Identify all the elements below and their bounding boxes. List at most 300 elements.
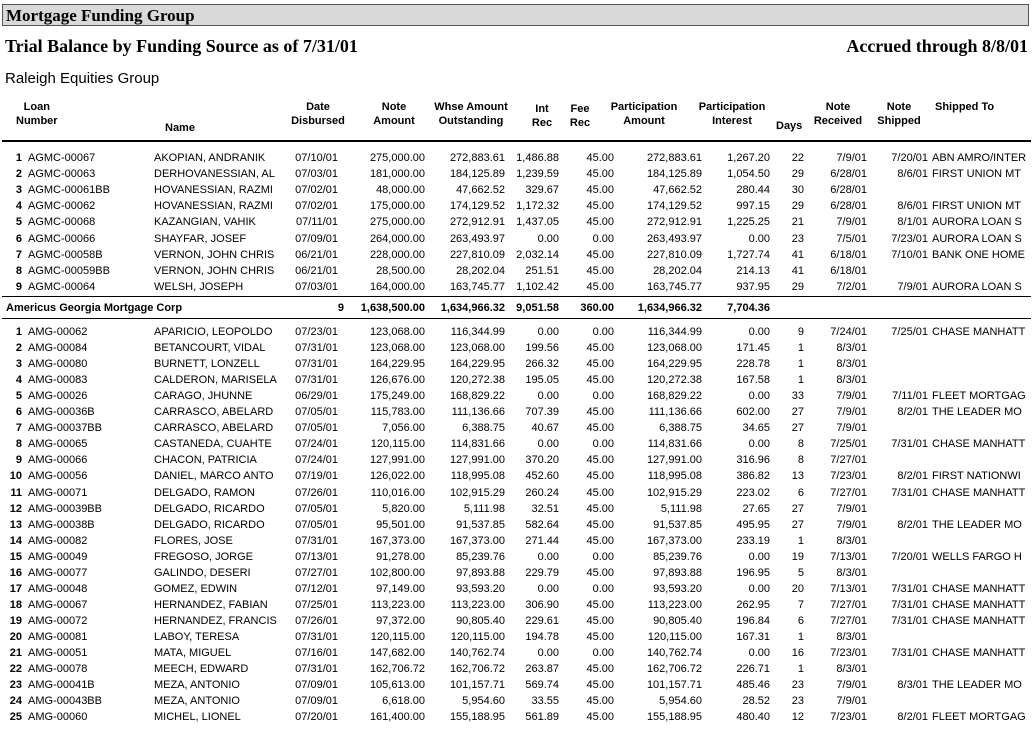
table-row [0,166,1035,182]
table-row [0,404,1035,420]
header-divider [2,140,1031,142]
note-received: 7/23/01 [830,470,867,483]
fee-rec: 45.00 [586,200,614,213]
subtotal-participation-interest: 7,704.36 [727,302,770,314]
participation-amount: 263,493.97 [646,232,702,245]
fee-rec: 45.00 [586,679,614,692]
whse-amount: 118,995.08 [450,470,505,483]
participation-amount: 272,883.61 [646,152,702,164]
note-received: 7/9/01 [836,502,867,515]
loan-number: AMG-00084 [28,342,88,355]
days: 8 [797,454,804,467]
participation-interest: 937.95 [736,280,770,293]
note-received: 7/9/01 [836,406,867,419]
note-shipped: 7/25/01 [891,326,928,338]
funding-group-name: Raleigh Equities Group [5,70,160,87]
header-note-amount-text: Note Amount [373,101,415,127]
table-row [0,501,1035,517]
borrower-name: DELGADO, RAMON [154,486,255,499]
loan-number: AGMC-00066 [28,232,96,245]
row-number: 8 [15,264,22,277]
participation-interest: 0.00 [748,438,770,451]
row-number: 1 [15,326,22,338]
int-rec: 1,486.88 [516,152,559,164]
borrower-name: HERNANDEZ, FABIAN [154,598,268,611]
whse-amount: 91,537.85 [456,518,505,531]
borrower-name: CASTANEDA, CUAHTE [154,438,272,451]
participation-interest: 0.00 [748,550,770,563]
row-number: 18 [9,598,22,611]
table-row [0,263,1035,279]
table-row [0,709,1035,725]
subtotal-divider [2,296,1031,297]
shipped-to: AURORA LOAN S [932,216,1022,229]
loan-number: AMG-00083 [28,374,88,387]
date-disbursed: 07/05/01 [295,406,338,419]
row-number: 4 [15,200,22,213]
note-received: 7/27/01 [830,486,867,499]
row-number: 22 [9,663,22,676]
note-received: 7/27/01 [830,614,867,627]
participation-interest: 196.95 [736,566,770,579]
int-rec: 0.00 [537,550,559,563]
fee-rec: 45.00 [586,566,614,579]
header-shipped-to [935,100,994,114]
borrower-name: CARAGO, JHUNNE [154,390,253,403]
loan-number: AMG-00049 [28,550,88,563]
participation-interest: 223.02 [736,486,770,499]
row-number: 15 [9,550,22,563]
participation-amount: 6,388.75 [659,422,702,435]
fee-rec: 45.00 [586,695,614,708]
whse-amount: 162,706.72 [449,663,505,676]
date-disbursed: 07/26/01 [295,486,338,499]
note-received: 6/28/01 [830,200,867,213]
fee-rec: 45.00 [586,663,614,676]
row-number: 5 [15,390,22,403]
days: 8 [797,438,804,451]
borrower-name: DELGADO, RICARDO [154,518,265,531]
table-row [0,324,1035,340]
borrower-name: HOVANESSIAN, RAZMI [154,184,273,197]
table-row [0,468,1035,484]
note-received: 8/3/01 [836,358,867,371]
days: 1 [797,630,804,643]
participation-interest: 233.19 [736,534,770,547]
loan-number: AGMC-00059BB [28,264,110,277]
whse-amount: 5,111.98 [463,502,505,515]
borrower-name: MATA, MIGUEL [154,647,232,659]
note-shipped: 8/3/01 [897,679,928,692]
row-number: 12 [9,502,22,515]
int-rec: 266.32 [525,358,559,371]
note-amount: 175,000.00 [369,200,425,213]
borrower-name: CHACON, PATRICIA [154,454,257,467]
days: 21 [791,216,804,229]
note-received: 7/9/01 [836,390,867,403]
date-disbursed: 06/29/01 [295,390,338,403]
days: 1 [797,358,804,371]
note-amount: 6,618.00 [382,695,425,708]
fee-rec: 45.00 [586,422,614,435]
fee-rec: 45.00 [586,168,614,181]
borrower-name: MICHEL, LIONEL [154,711,241,724]
date-disbursed: 07/26/01 [295,614,338,627]
int-rec: 194.78 [525,630,559,643]
whse-amount: 116,344.99 [450,326,505,338]
fee-rec: 45.00 [586,342,614,355]
header-note-received-text: Note Received [813,101,863,127]
whse-amount: 90,805.40 [456,614,505,627]
date-disbursed: 07/09/01 [295,232,338,245]
note-received: 6/28/01 [830,184,867,197]
header-fee-rec [566,102,594,130]
loan-number: AGMC-00064 [28,280,96,293]
days: 1 [797,374,804,387]
participation-amount: 114,831.66 [647,438,702,451]
company-name: Mortgage Funding Group [6,6,195,25]
fee-rec: 45.00 [586,264,614,277]
date-disbursed: 07/31/01 [295,374,338,387]
fee-rec: 0.00 [592,390,614,403]
borrower-name: SHAYFAR, JOSEF [154,232,247,245]
participation-amount: 102,915.29 [646,486,702,499]
whse-amount: 120,272.38 [449,374,505,387]
loan-number: AMG-00041B [28,679,95,692]
int-rec: 0.00 [537,232,559,245]
participation-interest: 1,054.50 [727,168,770,181]
fee-rec: 45.00 [586,152,614,164]
borrower-name: GALINDO, DESERI [154,566,251,579]
loan-number: AGMC-00067 [28,152,96,164]
days: 6 [797,486,804,499]
participation-amount: 163,745.77 [646,280,702,293]
date-disbursed: 07/31/01 [295,358,338,371]
note-amount: 164,229.95 [369,358,425,371]
loan-number: AMG-00082 [28,534,88,547]
participation-interest: 495.95 [736,518,770,531]
note-amount: 97,149.00 [376,582,425,595]
header-shipped-to-text: Shipped To [935,101,995,113]
fee-rec: 45.00 [586,630,614,643]
header-note-shipped-text: Note Shipped [877,101,921,127]
fee-rec: 0.00 [592,582,614,595]
row-number: 11 [10,486,22,499]
int-rec: 1,172.32 [516,200,559,213]
note-shipped: 7/10/01 [891,248,928,261]
loan-number: AMG-00039BB [28,502,102,515]
loan-number: AGMC-00068 [28,216,96,229]
days: 33 [791,390,804,403]
shipped-to: CHASE MANHATT [932,326,1026,338]
date-disbursed: 07/31/01 [295,534,338,547]
header-days-text: Days [776,120,803,132]
date-disbursed: 07/12/01 [295,582,338,595]
fee-rec: 45.00 [586,534,614,547]
shipped-to: ABN AMRO/INTER [932,152,1027,164]
int-rec: 33.55 [531,695,559,708]
header-note-shipped [874,100,924,128]
note-received: 7/5/01 [836,232,867,245]
table-row [0,150,1035,166]
borrower-name: HERNANDEZ, FRANCIS [154,614,277,627]
days: 30 [791,184,804,197]
int-rec: 2,032.14 [516,248,559,261]
int-rec: 40.67 [531,422,559,435]
report-header-bar [2,4,1029,26]
days: 5 [797,566,804,579]
subtotal-row [0,300,1035,316]
whse-amount: 120,115.00 [450,630,505,643]
table-row [0,452,1035,468]
borrower-name: MEZA, ANTONIO [154,679,240,692]
fee-rec: 45.00 [586,216,614,229]
whse-amount: 111,136.66 [451,406,505,419]
fee-rec: 45.00 [586,486,614,499]
int-rec: 195.05 [525,374,559,387]
note-amount: 115,783.00 [370,406,425,419]
row-number: 16 [9,566,22,579]
participation-amount: 116,344.99 [647,326,702,338]
row-number: 4 [15,374,22,387]
table-row [0,420,1035,436]
date-disbursed: 07/05/01 [295,502,338,515]
date-disbursed: 07/10/01 [295,152,338,164]
whse-amount: 6,388.75 [462,422,505,435]
participation-interest: 0.00 [748,326,770,338]
loan-number: AMG-00048 [28,582,88,595]
note-received: 7/13/01 [830,550,867,563]
fee-rec: 45.00 [586,518,614,531]
note-amount: 275,000.00 [369,152,425,164]
whse-amount: 167,373.00 [449,534,505,547]
int-rec: 32.51 [531,502,559,515]
table-row [0,533,1035,549]
int-rec: 0.00 [537,438,559,451]
loan-number: AMG-00038B [28,518,95,531]
row-number: 1 [15,152,22,164]
date-disbursed: 07/31/01 [295,342,338,355]
participation-interest: 0.00 [748,582,770,595]
participation-amount: 93,593.20 [653,582,702,595]
header-whse-amount [430,100,512,128]
days: 9 [797,326,804,338]
loan-number: AMG-00037BB [28,422,102,435]
header-participation-amount-text: Participation Amount [610,101,678,127]
loan-number: AMG-00066 [28,454,88,467]
date-disbursed: 07/13/01 [295,550,338,563]
whse-amount: 113,223.00 [450,598,505,611]
participation-interest: 214.13 [736,264,770,277]
participation-interest: 316.96 [736,454,770,467]
table-row [0,485,1035,501]
days: 16 [791,647,804,659]
accrued-through: Accrued through 8/8/01 [846,36,1028,56]
loan-number: AMG-00056 [28,470,88,483]
fee-rec: 45.00 [586,184,614,197]
loan-number: AMG-00036B [28,406,95,419]
note-received: 8/3/01 [836,534,867,547]
days: 1 [797,534,804,547]
note-amount: 102,800.00 [369,566,425,579]
row-number: 17 [9,582,22,595]
borrower-name: BETANCOURT, VIDAL [154,342,266,355]
date-disbursed: 07/31/01 [295,663,338,676]
participation-interest: 34.65 [742,422,770,435]
date-disbursed: 07/09/01 [295,679,338,692]
shipped-to: THE LEADER MO [932,518,1022,531]
participation-interest: 386.82 [736,470,770,483]
row-number: 9 [15,280,22,293]
participation-interest: 1,727.74 [727,248,770,261]
borrower-name: CARRASCO, ABELARD [154,422,274,435]
participation-interest: 1,225.25 [727,216,770,229]
whse-amount: 47,662.52 [456,184,505,197]
note-shipped: 8/2/01 [897,470,928,483]
whse-amount: 97,893.88 [456,566,505,579]
participation-amount: 227,810.09 [646,248,702,261]
date-disbursed: 07/11/01 [295,216,338,229]
loan-number: AMG-00065 [28,438,88,451]
days: 1 [797,342,804,355]
note-shipped: 7/20/01 [891,550,928,563]
days: 23 [791,695,804,708]
participation-amount: 174,129.52 [646,200,702,213]
participation-interest: 0.00 [748,390,770,403]
note-amount: 123,068.00 [369,326,425,338]
fee-rec: 45.00 [586,711,614,724]
borrower-name: MEZA, ANTONIO [154,695,240,708]
participation-amount: 123,068.00 [646,342,702,355]
note-shipped: 8/2/01 [897,711,928,724]
whse-amount: 123,068.00 [449,342,505,355]
table-row [0,182,1035,198]
date-disbursed: 07/02/01 [295,200,338,213]
note-amount: 97,372.00 [376,614,425,627]
participation-interest: 226.71 [736,663,770,676]
note-received: 8/3/01 [836,566,867,579]
int-rec: 1,437.05 [516,216,559,229]
borrower-name: DERHOVANESSIAN, AL [154,168,275,181]
participation-interest: 27.65 [742,502,770,515]
note-amount: 113,223.00 [370,598,425,611]
date-disbursed: 07/23/01 [295,326,338,338]
shipped-to: FIRST NATIONWI [932,470,1021,483]
participation-amount: 120,115.00 [647,630,702,643]
participation-interest: 196.84 [736,614,770,627]
header-int-rec-text: Int Rec [531,103,553,129]
participation-amount: 127,991.00 [646,454,702,467]
note-amount: 181,000.00 [369,168,425,181]
note-amount: 5,820.00 [382,502,425,515]
borrower-name: APARICIO, LEOPOLDO [154,326,273,338]
shipped-to: CHASE MANHATT [932,598,1026,611]
participation-interest: 0.00 [748,647,770,659]
header-participation-interest-text: Participation Interest [698,101,766,127]
int-rec: 271.44 [525,534,559,547]
int-rec: 0.00 [537,326,559,338]
note-amount: 164,000.00 [369,280,425,293]
report-title: Trial Balance by Funding Source as of 7/31/01 [5,36,358,56]
header-days [776,119,802,133]
header-whse-amount-text: Whse Amount Outstanding [434,101,508,127]
days: 13 [791,470,804,483]
subtotal-whse-amount: 1,634,966.32 [440,302,505,314]
row-number: 6 [15,406,22,419]
note-shipped: 7/23/01 [891,232,928,245]
note-received: 8/3/01 [836,663,867,676]
fee-rec: 0.00 [592,550,614,563]
shipped-to: CHASE MANHATT [932,438,1026,451]
whse-amount: 101,157.71 [449,679,505,692]
shipped-to: CHASE MANHATT [932,486,1026,499]
participation-amount: 168,829.22 [646,390,702,403]
table-row [0,597,1035,613]
days: 41 [791,248,804,261]
borrower-name: DELGADO, RICARDO [154,502,265,515]
date-disbursed: 07/05/01 [295,518,338,531]
participation-interest: 485.46 [736,679,770,692]
int-rec: 0.00 [537,390,559,403]
date-disbursed: 07/16/01 [295,647,338,659]
whse-amount: 272,883.61 [449,152,505,164]
note-shipped: 7/31/01 [891,647,928,659]
table-row [0,549,1035,565]
participation-interest: 1,267.20 [727,152,770,164]
row-number: 2 [15,168,22,181]
participation-amount: 101,157.71 [646,679,702,692]
int-rec: 263.87 [525,663,559,676]
whse-amount: 127,991.00 [449,454,505,467]
row-number: 25 [9,711,22,724]
days: 27 [791,406,804,419]
int-rec: 229.79 [525,566,559,579]
fee-rec: 0.00 [592,438,614,451]
note-received: 8/3/01 [836,374,867,387]
row-number: 19 [9,614,22,627]
header-name [165,121,195,135]
note-shipped: 8/2/01 [897,406,928,419]
note-shipped: 8/6/01 [897,168,928,181]
note-amount: 48,000.00 [376,184,425,197]
note-shipped: 7/31/01 [891,598,928,611]
borrower-name: MEECH, EDWARD [154,663,249,676]
whse-amount: 168,829.22 [449,390,505,403]
note-received: 7/9/01 [836,216,867,229]
header-name-text: Name [165,122,195,134]
shipped-to: CHASE MANHATT [932,614,1026,627]
borrower-name: GOMEZ, EDWIN [154,582,238,595]
days: 29 [791,168,804,181]
note-shipped: 7/31/01 [891,438,928,451]
participation-amount: 28,202.04 [653,264,702,277]
int-rec: 306.90 [525,598,559,611]
whse-amount: 163,745.77 [449,280,505,293]
table-row [0,581,1035,597]
date-disbursed: 07/20/01 [295,711,338,724]
row-number: 2 [15,342,22,355]
table-row [0,372,1035,388]
loan-number: AMG-00071 [28,486,88,499]
note-amount: 161,400.00 [369,711,425,724]
int-rec: 370.20 [525,454,559,467]
note-shipped: 8/2/01 [897,518,928,531]
loan-number: AGMC-00061BB [28,184,110,197]
days: 29 [791,200,804,213]
shipped-to: CHASE MANHATT [932,647,1026,659]
header-participation-interest [694,100,770,128]
borrower-name: FREGOSO, JORGE [154,550,254,563]
